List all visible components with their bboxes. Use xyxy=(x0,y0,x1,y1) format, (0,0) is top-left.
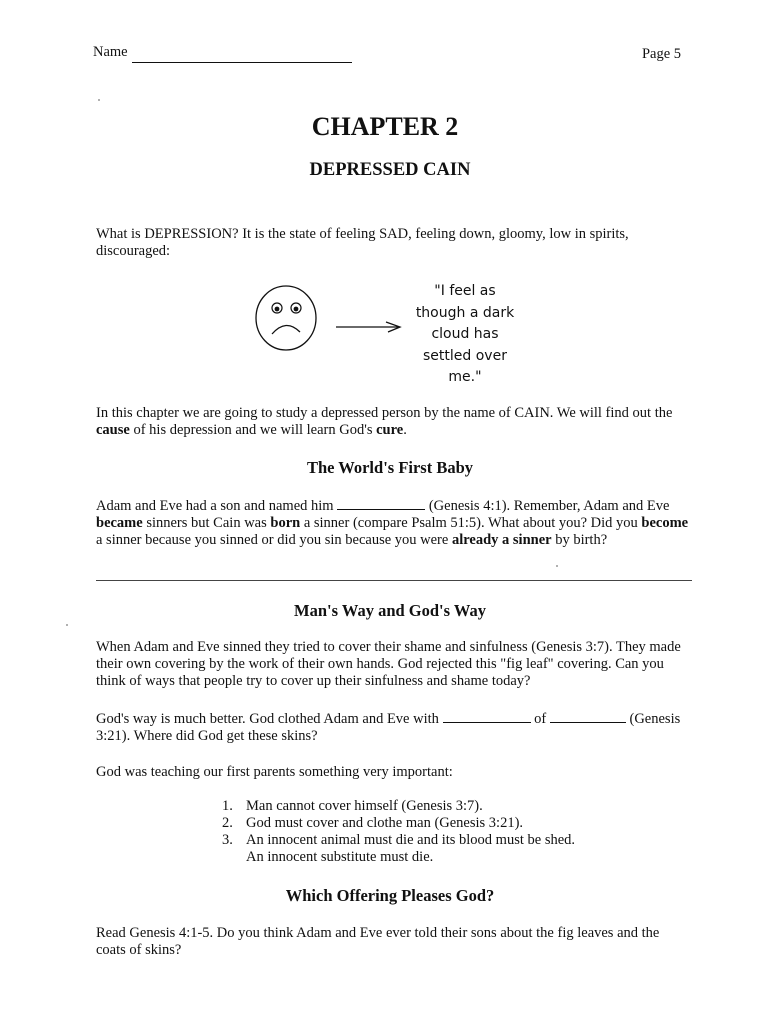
text-run: by birth? xyxy=(551,532,608,548)
list-item xyxy=(222,832,575,849)
text-run: a sinner because you sinned or did you sin because you were xyxy=(96,532,452,548)
list-number: 1. xyxy=(222,798,233,814)
list-item-text: Man cannot cover himself (Genesis 3:7). xyxy=(246,798,483,814)
list-number-spacer xyxy=(222,849,246,866)
bold-cure: cure xyxy=(376,422,404,438)
bold-became: became xyxy=(96,515,143,531)
list-item-continuation xyxy=(222,849,575,866)
quote-line: me." xyxy=(448,369,482,385)
quote-line: cloud has xyxy=(431,326,499,342)
quote-line: though a dark xyxy=(415,304,515,321)
text-run: . xyxy=(403,422,407,438)
list-item-text: An innocent animal must die and its blood must be shed. xyxy=(246,832,576,848)
chapter-title: CHAPTER 2 xyxy=(311,112,459,141)
scan-speck xyxy=(66,624,68,626)
arrow-right-icon xyxy=(334,318,404,334)
text-run: (Genesis 4:1). Remember, Adam and Eve xyxy=(425,498,670,514)
first-baby-paragraph xyxy=(96,497,696,549)
quote-line: settled over xyxy=(423,347,507,364)
list-item xyxy=(222,798,575,815)
page-number: Page 5 xyxy=(641,46,681,62)
list-item xyxy=(222,815,575,832)
section-divider xyxy=(96,580,692,581)
text-run: (Genesis 3:21). Where did God get these skins? xyxy=(96,711,681,744)
fill-in-blank-material[interactable] xyxy=(550,710,626,723)
quote-line: "I feel as xyxy=(434,283,496,299)
text-run: In this chapter we are going to study a depressed person by the name of CAIN. We will find out the xyxy=(96,405,673,421)
fill-in-blank-son-name[interactable] xyxy=(337,497,425,510)
text-run: sinners but Cain was xyxy=(142,515,271,531)
name-field-line[interactable] xyxy=(132,62,352,63)
fill-in-blank-clothing[interactable] xyxy=(443,710,531,723)
bold-cause: cause xyxy=(96,422,130,438)
bold-born: born xyxy=(270,515,301,531)
scan-speck xyxy=(556,565,558,567)
text-run: a sinner (compare Psalm 51:5). What about you? Did you xyxy=(300,515,642,531)
scan-speck xyxy=(98,99,100,101)
bold-already-a-sinner: already a sinner xyxy=(451,532,552,548)
text-run: of xyxy=(530,711,550,727)
list-number: 2. xyxy=(222,815,233,831)
chapter-subtitle: DEPRESSED CAIN xyxy=(309,160,471,180)
list-number: 3. xyxy=(222,832,233,848)
section-heading-offering: Which Offering Pleases God? xyxy=(285,886,495,905)
name-label: Name xyxy=(93,44,128,60)
list-item-text: God must cover and clothe man (Genesis 3:21). xyxy=(246,815,524,831)
text-run: Adam and Eve had a son and named him xyxy=(96,498,338,514)
mans-way-paragraph: When Adam and Eve sinned they tried to cover their shame and sinfulness (Genesis 3:7). They made their own covering by the work of their own hands. God rejected this "fig leaf" covering. Can you think of ways that people try to cover up their sinfulness and shame today? xyxy=(96,639,681,689)
section-heading-first-baby: The World's First Baby xyxy=(306,458,474,477)
intro-paragraph xyxy=(96,405,696,439)
text-run: God's way is much better. God clothed Adam and Eve with xyxy=(96,711,443,727)
lessons-list xyxy=(222,798,575,866)
teaching-intro: God was teaching our first parents something very important: xyxy=(96,764,453,780)
list-item-text: An innocent substitute must die. xyxy=(246,849,434,865)
gods-way-paragraph xyxy=(96,710,686,745)
section-heading-mans-way: Man's Way and God's Way xyxy=(294,601,486,620)
text-run: of his depression and we will learn God's xyxy=(129,422,377,438)
depression-definition: What is DEPRESSION? It is the state of feeling SAD, feeling down, gloomy, low in spirits, discouraged: xyxy=(96,226,629,259)
offering-paragraph: Read Genesis 4:1-5. Do you think Adam and Eve ever told their sons about the fig leaves and the coats of skins? xyxy=(96,925,660,958)
depression-quote xyxy=(405,281,525,389)
bold-become: become xyxy=(641,515,689,531)
